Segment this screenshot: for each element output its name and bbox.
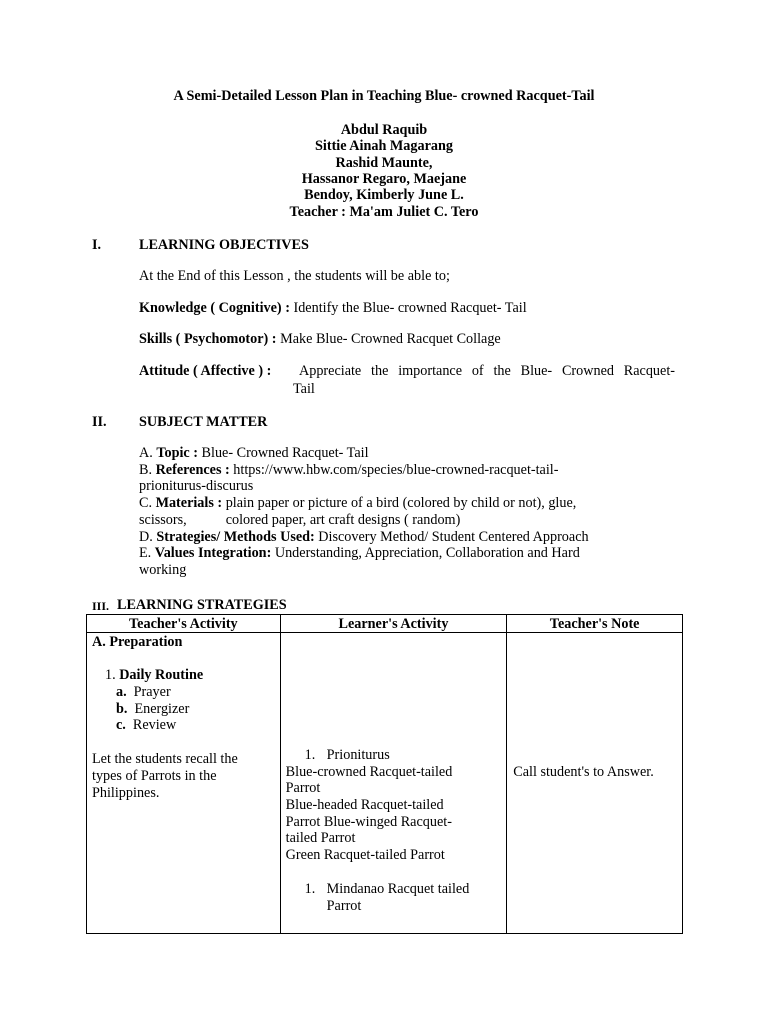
document-title: A Semi-Detailed Lesson Plan in Teaching Blue- crowned Racquet-Tail — [173, 88, 595, 104]
section-heading-objectives: LEARNING OBJECTIVES — [139, 237, 309, 253]
item-text: https://www.hbw.com/species/blue-crowned-racquet-tail- — [229, 462, 559, 478]
author-line: Abdul Raquib — [340, 122, 428, 138]
list-text: Mindanao Racquet tailed — [326, 881, 470, 897]
list-letter: c. — [116, 717, 126, 733]
section-number: I. — [92, 237, 102, 253]
list-text: Prioniturus — [326, 747, 390, 763]
recall-text: Let the students recall the — [92, 751, 238, 767]
objective-knowledge — [139, 300, 527, 317]
section-number: III. — [92, 599, 110, 613]
list-letter: a. — [116, 684, 127, 700]
answer-line: tailed Parrot — [285, 830, 356, 846]
objective-label: Skills ( Psychomotor) : — [139, 331, 277, 347]
item-text: Discovery Method/ Student Centered Approach — [314, 529, 589, 545]
objective-skills — [139, 331, 501, 348]
list-item — [116, 717, 176, 734]
subject-values — [139, 545, 580, 562]
item-prefix: C. — [139, 495, 156, 511]
list-text: Energizer — [134, 701, 190, 717]
list-item — [116, 684, 171, 701]
objective-text-continued: Tail — [293, 381, 315, 397]
author-line: Rashid Maunte, — [335, 155, 433, 171]
table-row — [87, 633, 683, 934]
subject-materials — [139, 495, 576, 512]
author-line: Sittie Ainah Magarang — [315, 138, 453, 154]
item-text: Blue- Crowned Racquet- Tail — [198, 445, 369, 461]
list-number: 1. — [105, 667, 120, 683]
subject-strategies — [139, 529, 589, 546]
list-text: Parrot — [326, 898, 362, 914]
objective-text: Identify the Blue- crowned Racquet- Tail — [289, 300, 527, 316]
answer-line: Parrot — [285, 780, 321, 796]
item-label: Topic : — [156, 445, 198, 461]
answer-line: Blue-headed Racquet-tailed — [285, 797, 444, 813]
section-heading-strategies: LEARNING STRATEGIES — [117, 597, 287, 613]
item-label: References : — [155, 462, 230, 478]
item-prefix: A. — [139, 445, 157, 461]
routine-label: Daily Routine — [119, 667, 204, 683]
answer-line: Blue-crowned Racquet-tailed — [285, 764, 453, 780]
item-prefix: B. — [139, 462, 156, 478]
list-item — [116, 701, 189, 718]
list-text: Prayer — [133, 684, 171, 700]
list-number: 1. — [304, 881, 316, 897]
objective-attitude — [139, 363, 271, 380]
teacher-line: Teacher : Ma'am Juliet C. Tero — [289, 204, 479, 220]
item-prefix: E. — [139, 545, 155, 561]
recall-text: types of Parrots in the — [92, 768, 217, 784]
item-label: Materials : — [155, 495, 223, 511]
learner-activity-cell — [280, 633, 507, 934]
section-number: II. — [92, 414, 107, 430]
objective-label: Attitude ( Affective ) : — [139, 363, 272, 379]
list-letter: b. — [116, 701, 128, 717]
daily-routine-heading — [105, 667, 203, 684]
subject-references — [139, 462, 558, 479]
teacher-note-cell — [507, 633, 683, 934]
list-number: 1. — [304, 747, 316, 763]
item-label: Values Integration: — [154, 545, 272, 561]
lesson-table — [86, 614, 683, 934]
subject-topic — [139, 445, 369, 462]
column-header: Teacher's Note — [507, 615, 683, 633]
objective-text: Make Blue- Crowned Racquet Collage — [276, 331, 501, 347]
author-line: Hassanor Regaro, Maejane — [301, 171, 467, 187]
objective-text: Appreciate the importance of the Blue- Crowned Racquet- — [299, 363, 675, 379]
objectives-intro: At the End of this Lesson , the students will be able to; — [139, 268, 450, 284]
objective-label: Knowledge ( Cognitive) : — [139, 300, 290, 316]
author-line: Bendoy, Kimberly June L. — [304, 187, 464, 203]
column-header: Teacher's Activity — [87, 615, 281, 633]
subject-references-continued: prioniturus-discurus — [139, 478, 254, 494]
column-header: Learner's Activity — [280, 615, 507, 633]
item-text: plain paper or picture of a bird (colored by child or not), glue, — [222, 495, 577, 511]
item-label: Strategies/ Methods Used: — [156, 529, 315, 545]
answer-line: Green Racquet-tailed Parrot — [285, 847, 445, 863]
answer-line: Parrot Blue-winged Racquet- — [285, 814, 452, 830]
table-header-row — [87, 615, 683, 633]
section-heading-subject-matter: SUBJECT MATTER — [139, 414, 268, 430]
item-text: Understanding, Appreciation, Collaboration and Hard — [271, 545, 580, 561]
teacher-activity-cell — [87, 633, 281, 934]
recall-text: Philippines. — [92, 785, 160, 801]
item-prefix: D. — [139, 529, 157, 545]
subject-materials-continued: scissors, colored paper, art craft designs ( random) — [139, 512, 461, 528]
teacher-note-text: Call student's to Answer. — [513, 764, 654, 780]
subject-values-continued: working — [139, 562, 187, 578]
list-text: Review — [132, 717, 177, 733]
preparation-heading: A. Preparation — [92, 634, 183, 650]
